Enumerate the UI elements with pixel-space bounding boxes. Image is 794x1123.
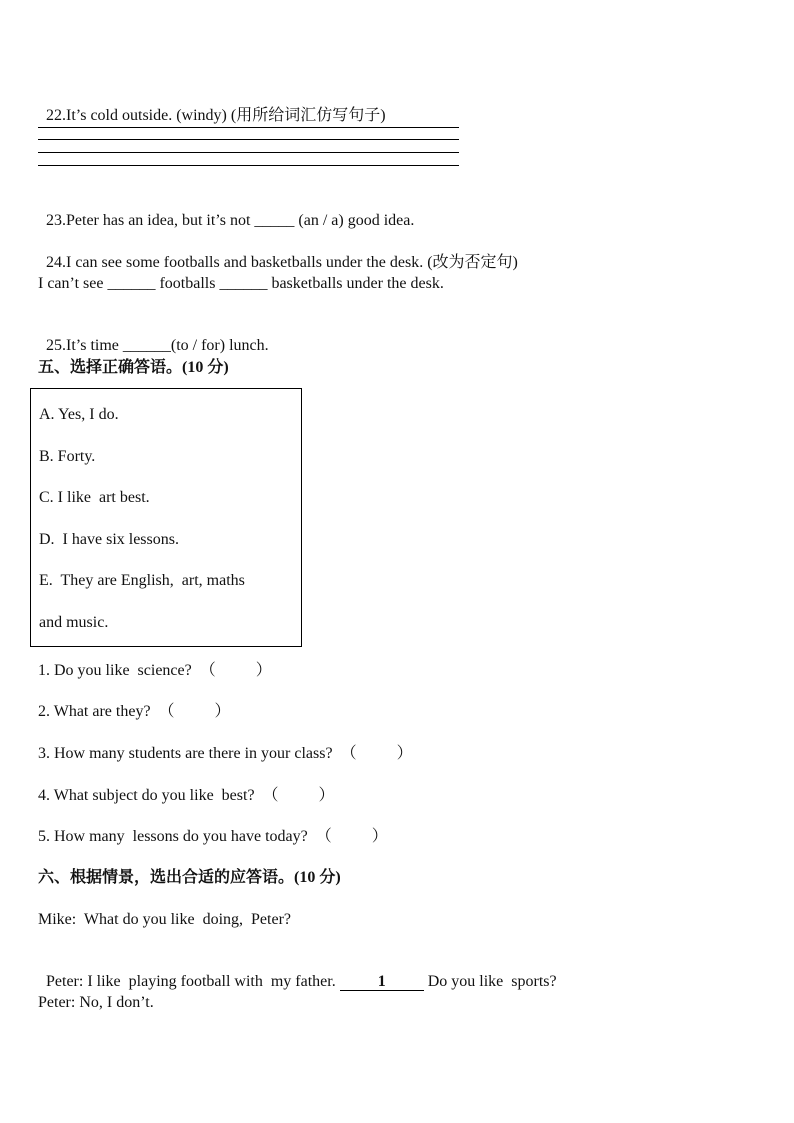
option-a: A. Yes, I do.: [39, 406, 119, 423]
dialogue-text-end: Do you like sports?: [423, 973, 557, 990]
section-5-question-3: 3. How many students are there in your class? （ ）: [38, 745, 413, 762]
question-text-end: (an / a) good idea.: [294, 212, 415, 229]
dialogue-line-2: [38, 952, 557, 992]
question-24: [38, 233, 518, 273]
question-25: [38, 316, 269, 356]
question-number: 23.: [46, 212, 66, 229]
section-5-title: 五、选择正确答语。(10 分): [38, 359, 229, 376]
options-box: [30, 388, 302, 647]
question-number: 25.: [46, 337, 66, 354]
answer-line-2: [38, 139, 459, 140]
dialogue-blank-1: 1: [340, 974, 424, 991]
option-e: E. They are English, art, maths: [39, 572, 245, 589]
question-text: Peter has an idea, but it’s not: [66, 212, 255, 229]
section-5-question-2: 2. What are they? （ ）: [38, 703, 231, 720]
section-5-question-1: 1. Do you like science? （ ）: [38, 662, 272, 679]
question-text: I can see some footballs and basketballs under the desk. (改为否定句): [66, 254, 518, 271]
question-number: 24.: [46, 254, 66, 271]
question-text: It’s cold outside. (windy) (用所给词汇仿写句子): [66, 107, 386, 124]
option-e-continued: and music.: [39, 614, 109, 631]
section-5-question-4: 4. What subject do you like best? （ ）: [38, 787, 335, 804]
question-24-answer: I can’t see ______ footballs ______ basketballs under the desk.: [38, 275, 444, 292]
dialogue-line-1: Mike: What do you like doing, Peter?: [38, 911, 291, 928]
question-22: [38, 86, 386, 126]
dialogue-text: Peter: I like playing football with my father.: [46, 973, 340, 990]
question-23: [38, 191, 414, 231]
option-b: B. Forty.: [39, 448, 96, 465]
section-6-title: 六、根据情景，选出合适的应答语。(10 分): [38, 869, 341, 886]
dialogue-line-3: Peter: No, I don’t.: [38, 994, 154, 1011]
option-c: C. I like art best.: [39, 489, 150, 506]
option-d: D. I have six lessons.: [39, 531, 179, 548]
section-5-question-5: 5. How many lessons do you have today? （ ）: [38, 828, 388, 845]
answer-line-1: [38, 127, 459, 128]
fill-blank: _____: [254, 212, 295, 229]
question-text: It’s time ______(to / for) lunch.: [66, 337, 269, 354]
answer-line-3: [38, 152, 459, 153]
question-number: 22.: [46, 107, 66, 124]
answer-line-4: [38, 165, 459, 166]
